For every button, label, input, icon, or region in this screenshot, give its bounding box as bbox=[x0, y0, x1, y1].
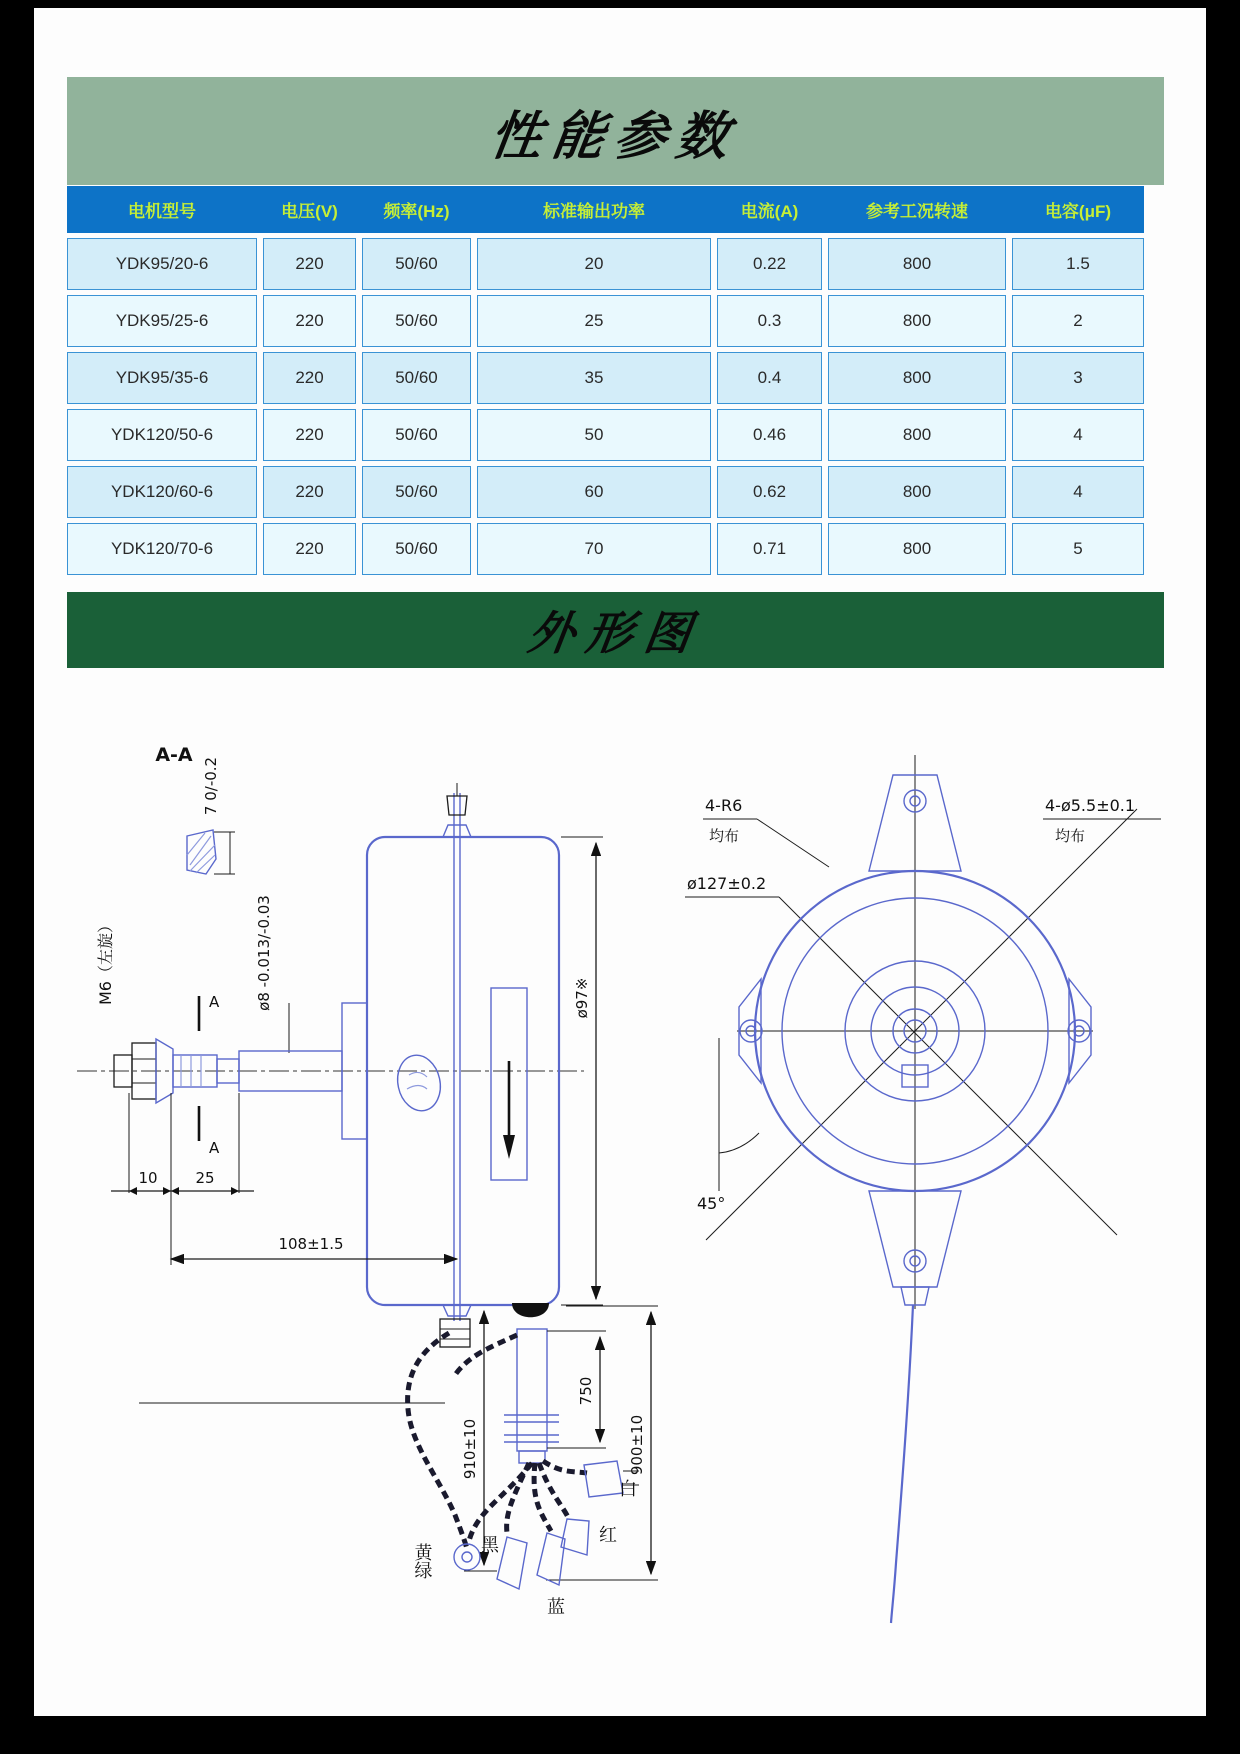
shaft-diameter-label: ø8 -0.013/-0.03 bbox=[255, 895, 273, 1011]
outline-banner bbox=[67, 592, 1164, 668]
outline-title: 外形图 bbox=[524, 606, 706, 660]
cell-voltage: 220 bbox=[263, 466, 356, 518]
cell-speed: 800 bbox=[828, 523, 1006, 575]
lead-cord bbox=[891, 1305, 913, 1623]
cell-frequency: 50/60 bbox=[362, 466, 471, 518]
dim-900: 900±10 bbox=[628, 1414, 646, 1476]
cell-power: 25 bbox=[477, 295, 711, 347]
cell-voltage: 220 bbox=[263, 238, 356, 290]
spade-connector-red bbox=[561, 1519, 589, 1555]
shaft-length-dims bbox=[111, 1093, 254, 1265]
mount-holes-note: 均布 bbox=[1055, 827, 1086, 845]
cell-current: 0.62 bbox=[717, 466, 822, 518]
wire-label-red: 红 bbox=[599, 1525, 617, 1546]
col-header-current: 电流(A) bbox=[740, 202, 799, 221]
col-header-model: 电机型号 bbox=[128, 202, 196, 221]
outline-drawing bbox=[34, 660, 1206, 1666]
section-label: A-A bbox=[155, 744, 193, 766]
col-header-capacitor: 电容(μF) bbox=[1044, 202, 1112, 221]
lug-radius-label: 4-R6 bbox=[705, 796, 743, 815]
through-stud bbox=[440, 783, 471, 1347]
cell-power: 35 bbox=[477, 352, 711, 404]
spade-connector-blue bbox=[537, 1533, 565, 1585]
cell-capacitor: 4 bbox=[1012, 409, 1144, 461]
cell-current: 0.46 bbox=[717, 409, 822, 461]
cell-power: 20 bbox=[477, 238, 711, 290]
spec-table-body bbox=[67, 238, 1144, 575]
cell-speed: 800 bbox=[828, 295, 1006, 347]
spade-connector-white bbox=[584, 1461, 623, 1497]
spec-table bbox=[67, 186, 1144, 575]
cell-voltage: 220 bbox=[263, 523, 356, 575]
cell-speed: 800 bbox=[828, 409, 1006, 461]
side-view bbox=[77, 744, 658, 1618]
col-header-speed: 参考工况转速 bbox=[866, 202, 968, 221]
lead-wires bbox=[408, 1333, 587, 1549]
wire-label-white: 白 bbox=[619, 1479, 637, 1500]
cell-current: 0.4 bbox=[717, 352, 822, 404]
cell-voltage: 220 bbox=[263, 352, 356, 404]
spec-table-header bbox=[67, 186, 1144, 233]
diagonal-centerline-b bbox=[779, 897, 1117, 1235]
cell-capacitor: 2 bbox=[1012, 295, 1144, 347]
cell-model: YDK95/20-6 bbox=[67, 238, 257, 290]
cell-speed: 800 bbox=[828, 238, 1006, 290]
lug-radius-note: 均布 bbox=[709, 827, 740, 845]
cell-power: 70 bbox=[477, 523, 711, 575]
col-header-voltage: 电压(V) bbox=[281, 202, 338, 221]
dim-25: 25 bbox=[195, 1169, 215, 1187]
col-header-frequency: 频率(Hz) bbox=[383, 202, 450, 221]
cell-voltage: 220 bbox=[263, 295, 356, 347]
dim-910: 910±10 bbox=[461, 1418, 479, 1480]
cell-capacitor: 3 bbox=[1012, 352, 1144, 404]
performance-title: 性能参数 bbox=[486, 105, 744, 167]
section-mark-bottom: A bbox=[209, 1139, 220, 1157]
cell-power: 50 bbox=[477, 409, 711, 461]
dim-108: 108±1.5 bbox=[278, 1235, 344, 1253]
dim-750: 750 bbox=[577, 1376, 595, 1406]
cell-model: YDK95/25-6 bbox=[67, 295, 257, 347]
cell-voltage: 220 bbox=[263, 409, 356, 461]
section-mark-top: A bbox=[209, 993, 220, 1011]
cell-model: YDK120/60-6 bbox=[67, 466, 257, 518]
ring-terminal bbox=[454, 1544, 480, 1570]
cell-frequency: 50/60 bbox=[362, 409, 471, 461]
cell-model: YDK120/50-6 bbox=[67, 409, 257, 461]
cell-frequency: 50/60 bbox=[362, 295, 471, 347]
col-header-power: 标准输出功率 bbox=[543, 202, 645, 221]
cell-current: 0.22 bbox=[717, 238, 822, 290]
overall-length-dim bbox=[139, 1235, 457, 1403]
body-diameter-label: ø97※ bbox=[573, 977, 591, 1019]
spade-connector-black bbox=[497, 1537, 527, 1589]
motor-drawing-svg bbox=[34, 660, 1206, 1666]
diagonal-centerline-a bbox=[706, 809, 1137, 1240]
mount-holes-label: 4-ø5.5±0.1 bbox=[1045, 796, 1136, 815]
angle-arc bbox=[719, 1133, 759, 1153]
wire-grommet bbox=[512, 1303, 549, 1317]
capacitor bbox=[504, 1303, 559, 1463]
nameplate-stamp bbox=[393, 1051, 446, 1115]
section-hatch bbox=[187, 830, 235, 874]
cell-speed: 800 bbox=[828, 352, 1006, 404]
page bbox=[34, 8, 1206, 1716]
dim-10: 10 bbox=[138, 1169, 158, 1187]
cell-current: 0.3 bbox=[717, 295, 822, 347]
cell-capacitor: 4 bbox=[1012, 466, 1144, 518]
cell-model: YDK95/35-6 bbox=[67, 352, 257, 404]
cell-speed: 800 bbox=[828, 466, 1006, 518]
angle-label: 45° bbox=[697, 1194, 726, 1213]
cell-frequency: 50/60 bbox=[362, 352, 471, 404]
cell-frequency: 50/60 bbox=[362, 238, 471, 290]
cell-capacitor: 5 bbox=[1012, 523, 1144, 575]
wire-label-black: 黑 bbox=[481, 1535, 499, 1556]
wire-label-yellow-green: 黄绿 bbox=[411, 1543, 433, 1579]
cell-power: 60 bbox=[477, 466, 711, 518]
thread-label: M6（左旋） bbox=[96, 917, 115, 1005]
cell-model: YDK120/70-6 bbox=[67, 523, 257, 575]
front-view bbox=[685, 755, 1161, 1623]
wire-label-blue: 蓝 bbox=[547, 1597, 565, 1618]
flat-tolerance-label: 7 0/-0.2 bbox=[202, 756, 220, 816]
cell-frequency: 50/60 bbox=[362, 523, 471, 575]
cell-capacitor: 1.5 bbox=[1012, 238, 1144, 290]
pitch-circle-label: ø127±0.2 bbox=[687, 874, 767, 893]
performance-banner bbox=[67, 77, 1164, 185]
cell-current: 0.71 bbox=[717, 523, 822, 575]
